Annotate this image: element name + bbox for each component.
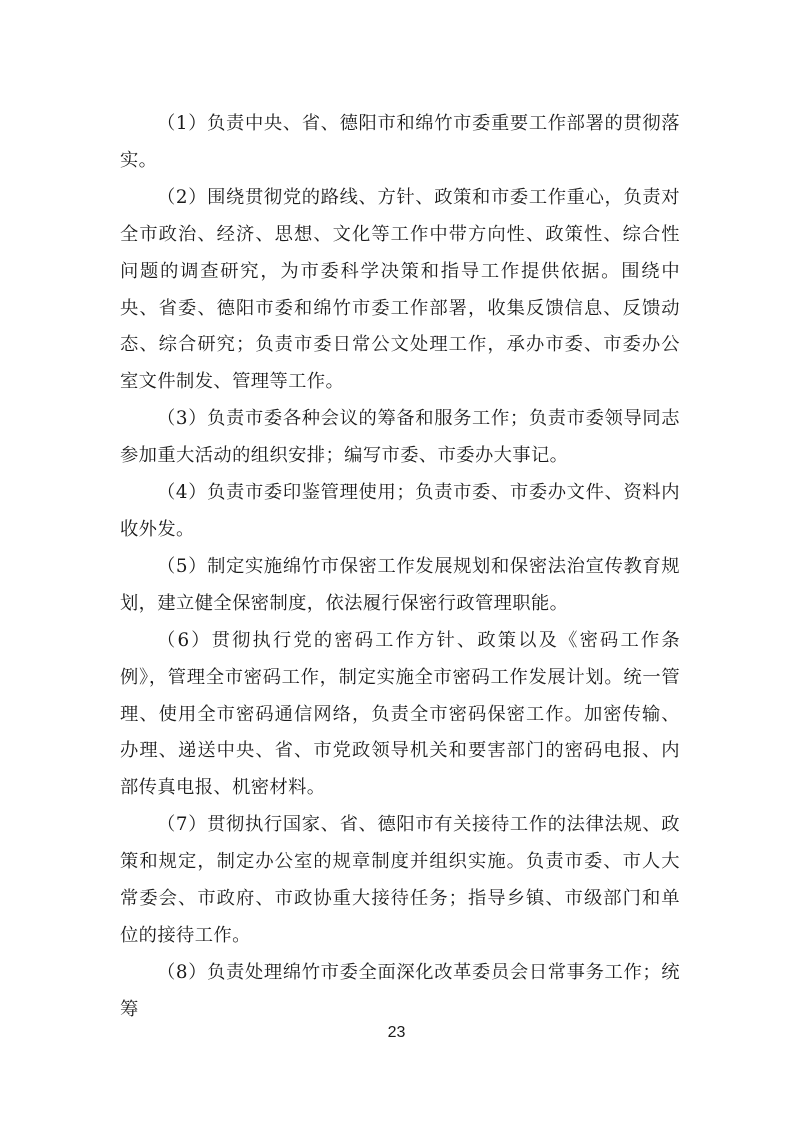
page-number: 23 [387, 1024, 406, 1041]
body-text [120, 106, 680, 1029]
paragraph-3: （3）负责市委各种会议的筹备和服务工作；负责市委领导同志参加重大活动的组织安排；编写市委、市委办大事记。 [120, 408, 680, 467]
paragraph-7: （7）贯彻执行国家、省、德阳市有关接待工作的法律法规、政策和规定，制定办公室的规章制度并组织实施。负责市委、市人大常委会、市政府、市政协重大接待任务；指导乡镇、市级部门和单位的接待工作。 [120, 814, 680, 946]
paragraph-5: （5）制定实施绵竹市保密工作发展规划和保密法治宣传教育规划，建立健全保密制度，依法履行保密行政管理职能。 [120, 555, 680, 614]
paragraph-1: （1）负责中央、省、德阳市和绵竹市委重要工作部署的贯彻落实。 [120, 113, 680, 171]
paragraph-4: （4）负责市委印鉴管理使用；负责市委、市委办文件、资料内收外发。 [120, 482, 680, 540]
paragraph-8: （8）负责处理绵竹市委全面深化改革委员会日常事务工作；统筹 [120, 961, 680, 1020]
paragraph-6: （6）贯彻执行党的密码工作方针、政策以及《密码工作条例》，管理全市密码工作，制定实施全市密码工作发展计划。统一管理、使用全市密码通信网络，负责全市密码保密工作。加密传输、办理、递送中央、省、市党政领导机关和要害部门的密码电报、内部传真电报、机密材料。 [120, 629, 680, 799]
paragraph-2: （2）围绕贯彻党的路线、方针、政策和市委工作重心，负责对全市政治、经济、思想、文化等工作中带方向性、政策性、综合性问题的调查研究，为市委科学决策和指导工作提供依据。围绕中央、省委、德阳市委和绵竹市委工作部署，收集反馈信息、反馈动态、综合研究；负责市委日常公文处理工作，承办市委、市委办公室文件制发、管理等工作。 [120, 186, 680, 393]
